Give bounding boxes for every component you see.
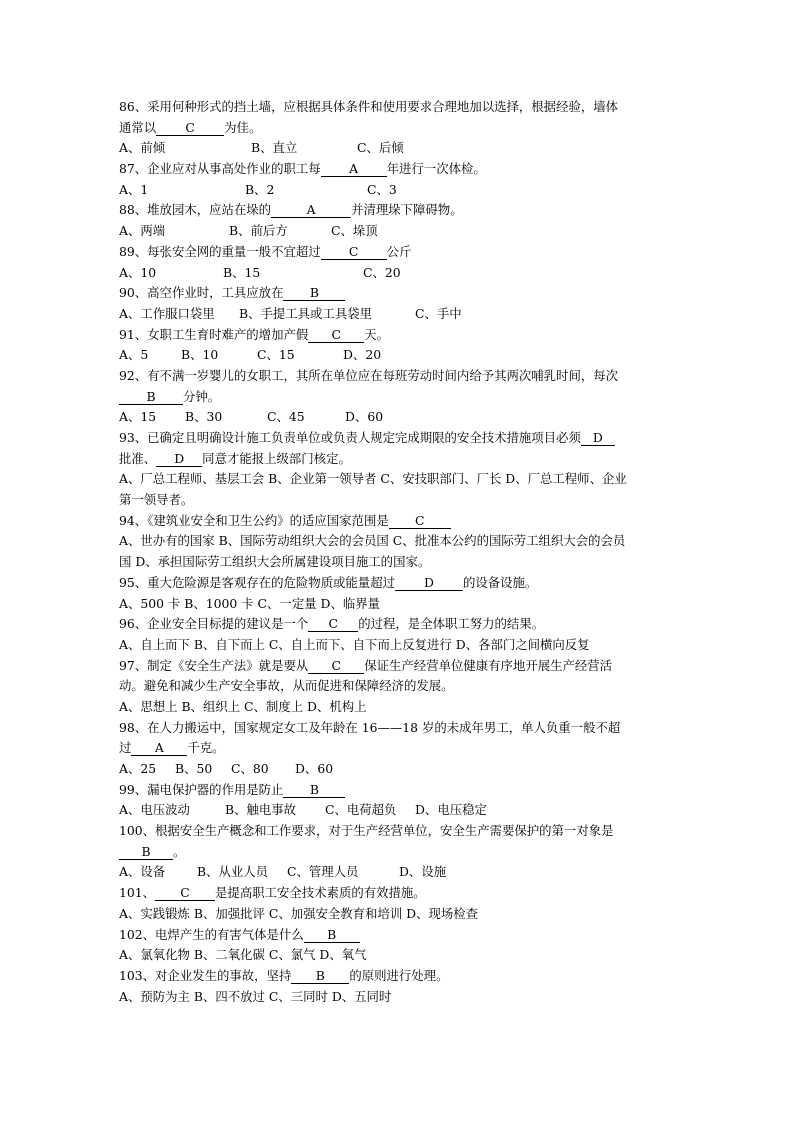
q86-option-b: B、直立: [251, 140, 298, 156]
q92-options: [119, 407, 679, 428]
q100-option-b: B、从业人员: [197, 864, 269, 880]
q86-option-c: C、后倾: [357, 140, 404, 156]
q100-suffix: 。: [173, 843, 186, 859]
q95-suffix: 的设备设施。: [462, 574, 538, 590]
q98-options: [119, 759, 679, 780]
q100-options: [119, 862, 679, 883]
q90-options: [119, 304, 679, 325]
q95-answer-blank: D: [395, 576, 463, 591]
q86-answer-blank: C: [156, 121, 224, 136]
q103-suffix: 的原则进行处理。: [349, 967, 449, 983]
q92-stem-line1: 92、有不满一岁婴儿的女职工，其所在单位应在每班劳动时间内给予其两次哺乳时间，每次: [119, 367, 619, 383]
q98-prefix: 过: [119, 740, 132, 756]
q92-option-a: A、15: [119, 409, 157, 425]
q94-prefix: 94、《建筑业安全和卫生公约》的适应国家范围是: [119, 512, 389, 528]
q93-answer-blank-1: D: [581, 431, 615, 446]
q102-prefix: 102、电焊产生的有害气体是什么: [119, 926, 304, 942]
q94-options-line1: A、世办有的国家 B、国际劳动组织大会的会员国 C、批准本公约的国际劳工组织大会的会员: [119, 533, 626, 549]
q87-stem: [119, 159, 679, 180]
q98-option-c: C、80: [231, 761, 269, 776]
q97-prefix: 97、制定《安全生产法》就是要从: [119, 657, 309, 673]
q97-answer-blank: C: [308, 659, 364, 674]
q103-answer-blank: B: [291, 969, 349, 984]
q87-suffix: 年进行一次体检。: [386, 161, 486, 177]
q92-answer-blank: B: [119, 390, 183, 405]
q95-prefix: 95、重大危险源是客观存在的危险物质或能量超过: [119, 574, 395, 590]
q93-suffix: 同意才能报上级部门核定。: [202, 450, 351, 466]
q88-answer-blank: A: [271, 203, 351, 218]
q87-option-c: C、3: [367, 181, 397, 197]
q89-suffix: 公斤: [386, 243, 412, 259]
q93-stem-line2: [119, 449, 679, 470]
q91-option-d: D、20: [343, 347, 382, 363]
q88-stem: [119, 200, 679, 221]
q96-options: A、自上而下 B、自下而上 C、自上而下、自下而上反复进行 D、各部门之间横向反复: [119, 636, 590, 652]
q89-option-c: C、20: [363, 264, 401, 280]
q88-option-a: A、两端: [119, 223, 166, 239]
q101-stem: [119, 883, 679, 904]
q95-stem: [119, 573, 679, 594]
q102-answer-blank: B: [304, 928, 360, 943]
q88-prefix: 88、堆放园木，应站在垛的: [119, 202, 272, 218]
q89-options: [119, 263, 679, 284]
q92-option-b: B、30: [185, 409, 223, 425]
q91-answer-blank: C: [308, 328, 364, 343]
q89-option-b: B、15: [223, 264, 261, 280]
q98-stem-line1: 98、在人力搬运中，国家规定女工及年龄在 16——18 岁的未成年男工，单人负重一般不超: [119, 719, 621, 735]
q92-suffix: 分钟。: [183, 388, 221, 404]
q90-prefix: 90、高空作业时，工具应放在: [119, 285, 284, 301]
question-list: [119, 97, 679, 1007]
q99-answer-blank: B: [283, 783, 345, 798]
q103-prefix: 103、对企业发生的事故，坚持: [119, 967, 292, 983]
q89-option-a: A、10: [119, 264, 157, 280]
q93-stem-line1: [119, 428, 679, 449]
q96-stem: [119, 614, 679, 635]
q99-prefix: 99、漏电保护器的作用是防止: [119, 781, 284, 797]
q89-answer-blank: C: [321, 245, 387, 260]
q87-option-a: A、1: [119, 181, 149, 197]
q86-stem-line1: 86、采用何种形式的挡土墙，应根据具体条件和使用要求合理地加以选择，根据经验，墙体: [119, 99, 619, 114]
q87-prefix: 87、企业应对从事高处作业的职工每: [119, 161, 321, 177]
q91-prefix: 91、女职工生育时难产的增加产假: [119, 326, 309, 342]
q90-answer-blank: B: [283, 286, 345, 301]
q89-prefix: 89、每张安全网的重量一般不宜超过: [119, 243, 321, 259]
q90-option-c: C、手中: [415, 305, 462, 321]
q99-option-d: D、电压稳定: [415, 802, 487, 818]
q100-option-d: D、设施: [399, 864, 447, 880]
q99-option-b: B、触电事故: [225, 802, 297, 818]
q102-stem: [119, 925, 679, 946]
q91-stem: [119, 325, 679, 346]
q87-answer-blank: A: [321, 162, 387, 177]
q100-stem-line2: [119, 842, 679, 863]
q101-options: A、实践锻炼 B、加强批评 C、加强安全教育和培训 D、现场检查: [119, 905, 479, 921]
q102-options: A、氯氧化物 B、二氧化碳 C、氯气 D、氧气: [119, 947, 367, 963]
q93-prefix: 93、已确定且明确设计施工负责单位或负责人规定完成期限的安全技术措施项目必须: [119, 430, 581, 445]
q93-options-line1: A、厂总工程师、基层工会 B、企业第一领导者 C、安技职部门、厂长 D、厂总工程师、企业: [119, 471, 627, 487]
q101-answer-blank: C: [155, 886, 215, 901]
q96-prefix: 96、企业安全目标提的建议是一个: [119, 616, 309, 632]
q90-option-a: A、工作服口袋里: [119, 305, 215, 321]
q98-option-b: B、50: [175, 761, 213, 776]
q100-option-a: A、设备: [119, 864, 166, 880]
q100-stem-line1: 100、根据安全生产概念和工作要求，对于生产经营单位，安全生产需要保护的第一对象是: [119, 823, 614, 839]
q94-options-line2: 国 D、承担国际劳工组织大会所属建设项目施工的国家。: [119, 554, 431, 570]
q89-stem: [119, 242, 679, 263]
q88-option-b: B、前后方: [229, 223, 288, 239]
q103-options: A、预防为主 B、四不放过 C、三同时 D、五同时: [119, 988, 392, 1004]
q88-suffix: 并清理垛下障碍物。: [351, 202, 463, 218]
q91-option-a: A、5: [119, 347, 149, 363]
q86-prefix: 通常以: [119, 119, 157, 135]
q91-option-b: B、10: [181, 347, 219, 363]
q98-answer-blank: A: [131, 741, 187, 756]
q97-stem-line1: [119, 656, 679, 677]
q91-suffix: 天。: [364, 326, 390, 342]
q93-prefix-2: 批准、: [119, 450, 157, 466]
q92-stem-line2: [119, 387, 679, 408]
q99-option-a: A、电压波动: [119, 802, 190, 818]
q100-answer-blank: B: [119, 845, 173, 860]
q96-answer-blank: C: [308, 617, 358, 632]
q99-option-c: C、电荷超负: [325, 802, 397, 818]
q86-stem-line2: [119, 118, 679, 139]
q97-suffix: 保证生产经营单位健康有序地开展生产经营活: [364, 657, 613, 673]
q98-stem-line2: [119, 738, 679, 759]
q92-option-d: D、60: [345, 409, 384, 425]
q99-options: [119, 800, 679, 821]
q101-prefix: 101、: [119, 885, 156, 901]
q101-suffix: 是提高职工安全技术素质的有效措施。: [215, 885, 426, 901]
q95-options: A、500 卡 B、1000 卡 C、一定量 D、临界量: [119, 595, 381, 611]
q98-suffix: 千克。: [187, 740, 225, 756]
q86-option-a: A、前倾: [119, 140, 166, 156]
q90-option-b: B、手提工具或工具袋里: [239, 305, 373, 321]
q103-stem: [119, 966, 679, 987]
q96-suffix: 的过程，是全体职工努力的结果。: [358, 616, 545, 632]
q87-option-b: B、2: [245, 181, 275, 197]
q91-options: [119, 345, 679, 366]
q93-answer-blank-2: D: [156, 452, 202, 467]
q97-options: A、思想上 B、组织上 C、制度上 D、机构上: [119, 698, 367, 714]
q90-stem: [119, 283, 679, 304]
q94-answer-blank: C: [389, 514, 451, 529]
q98-option-a: A、25: [119, 761, 157, 776]
q97-stem-line2: 动。避免和减少生产安全事故，从而促进和保障经济的发展。: [119, 678, 454, 694]
q86-suffix: 为佳。: [224, 119, 262, 135]
q91-option-c: C、15: [257, 347, 295, 363]
q88-option-c: C、垛顶: [331, 223, 378, 239]
q99-stem: [119, 780, 679, 801]
q92-option-c: C、45: [267, 409, 305, 425]
q100-option-c: C、管理人员: [287, 864, 359, 880]
q98-option-d: D、60: [295, 761, 334, 776]
q86-options: [119, 138, 679, 159]
q94-stem: [119, 511, 679, 532]
q87-options: [119, 180, 679, 201]
q93-options-line2: 第一领导者。: [119, 492, 194, 508]
q88-options: [119, 221, 679, 242]
